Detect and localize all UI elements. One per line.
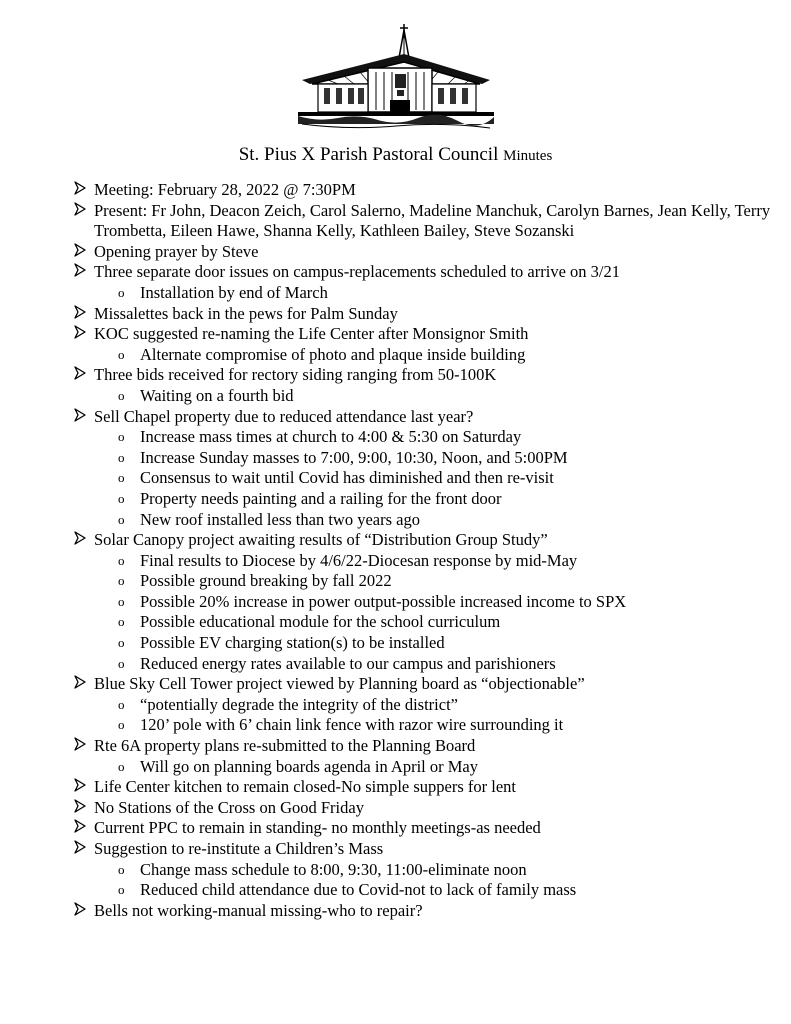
item-text: Sell Chapel property due to reduced attendance last year? — [94, 406, 474, 426]
hollow-circle-bullet-icon: o — [118, 511, 125, 527]
arrow-bullet-icon — [73, 180, 87, 201]
item-text: Will go on planning boards agenda in April or May — [140, 756, 478, 776]
item-text: Possible 20% increase in power output-possible increased income to SPX — [140, 591, 627, 611]
sub-list-item — [73, 386, 773, 407]
arrow-bullet-icon — [73, 839, 87, 860]
sub-list-item — [73, 695, 773, 716]
item-text: Blue Sky Cell Tower project viewed by Planning board as “objectionable” — [94, 674, 585, 694]
hollow-circle-bullet-icon: o — [118, 449, 125, 465]
list-item — [73, 798, 773, 819]
hollow-circle-bullet-icon: o — [118, 346, 125, 362]
hollow-circle-bullet-icon: o — [118, 614, 125, 630]
sub-list-item — [73, 860, 773, 881]
item-text: Reduced child attendance due to Covid-not to lack of family mass — [140, 880, 577, 900]
list-item — [73, 818, 773, 839]
item-text: Property needs painting and a railing for the front door — [140, 488, 502, 508]
hollow-circle-bullet-icon: o — [118, 758, 125, 774]
list-item — [73, 242, 773, 263]
item-text: Alternate compromise of photo and plaque inside building — [140, 344, 526, 364]
item-text: Consensus to wait until Covid has diminished and then re-visit — [140, 468, 554, 488]
title-main: St. Pius X Parish Pastoral Council — [238, 144, 499, 165]
item-text: Increase mass times at church to 4:00 & 5:30 on Saturday — [140, 427, 522, 447]
sub-list-item — [73, 489, 773, 510]
item-text: KOC suggested re-naming the Life Center after Monsignor Smith — [94, 324, 529, 344]
item-text: No Stations of the Cross on Good Friday — [94, 797, 364, 817]
hollow-circle-bullet-icon: o — [118, 861, 125, 877]
item-text: Solar Canopy project awaiting results of “Distribution Group Study” — [94, 530, 548, 550]
page-title — [0, 142, 791, 169]
list-item — [73, 530, 773, 551]
list-item — [73, 324, 773, 345]
item-text: Current PPC to remain in standing- no monthly meetings-as needed — [94, 818, 541, 838]
item-text: Waiting on a fourth bid — [140, 385, 294, 405]
arrow-bullet-icon — [73, 736, 87, 757]
sub-list-item — [73, 551, 773, 572]
list-item — [73, 304, 773, 325]
list-item — [73, 180, 773, 201]
item-text: Bells not working-manual missing-who to repair? — [94, 900, 423, 920]
hollow-circle-bullet-icon: o — [118, 284, 125, 300]
arrow-bullet-icon — [73, 201, 87, 222]
sub-list-item — [73, 468, 773, 489]
arrow-bullet-icon — [73, 324, 87, 345]
item-text: Possible ground breaking by fall 2022 — [140, 571, 392, 591]
hollow-circle-bullet-icon: o — [118, 573, 125, 589]
church-building-icon — [298, 24, 494, 132]
arrow-bullet-icon — [73, 262, 87, 283]
item-text: Change mass schedule to 8:00, 9:30, 11:00-eliminate noon — [140, 859, 527, 879]
sub-list-item — [73, 448, 773, 469]
hollow-circle-bullet-icon: o — [118, 429, 125, 445]
item-text: Rte 6A property plans re-submitted to the Planning Board — [94, 736, 476, 756]
sub-list-item — [73, 283, 773, 304]
sub-list-item — [73, 654, 773, 675]
sub-list-item — [73, 612, 773, 633]
arrow-bullet-icon — [73, 304, 87, 325]
sub-list-item — [73, 571, 773, 592]
sub-list-item — [73, 757, 773, 778]
minutes-list — [73, 180, 773, 921]
arrow-bullet-icon — [73, 818, 87, 839]
item-text: 120’ pole with 6’ chain link fence with razor wire surrounding it — [140, 715, 564, 735]
item-text: Possible EV charging station(s) to be installed — [140, 633, 445, 653]
item-text: Increase Sunday masses to 7:00, 9:00, 10:30, Noon, and 5:00PM — [140, 447, 568, 467]
sub-list-item — [73, 592, 773, 613]
hollow-circle-bullet-icon: o — [118, 635, 125, 651]
hollow-circle-bullet-icon: o — [118, 655, 125, 671]
arrow-bullet-icon — [73, 674, 87, 695]
arrow-bullet-icon — [73, 777, 87, 798]
hollow-circle-bullet-icon: o — [118, 696, 125, 712]
hollow-circle-bullet-icon: o — [118, 593, 125, 609]
item-text: Three separate door issues on campus-replacements scheduled to arrive on 3/21 — [94, 262, 620, 282]
arrow-bullet-icon — [73, 407, 87, 428]
item-text: Present: Fr John, Deacon Zeich, Carol Salerno, Madeline Manchuk, Carolyn Barnes, Jean Kelly, Terry Trombetta, Eileen Hawe, Shanna Kelly, Kathleen Bailey, Steve Sozanski — [94, 200, 771, 241]
hollow-circle-bullet-icon: o — [118, 387, 125, 403]
hollow-circle-bullet-icon: o — [118, 717, 125, 733]
item-text: Life Center kitchen to remain closed-No simple suppers for lent — [94, 777, 516, 797]
list-item — [73, 407, 773, 428]
item-text: Suggestion to re-institute a Children’s Mass — [94, 839, 384, 858]
hollow-circle-bullet-icon: o — [118, 552, 125, 568]
item-text: Opening prayer by Steve — [94, 241, 259, 261]
list-item — [73, 262, 773, 283]
item-text: Three bids received for rectory siding ranging from 50-100K — [94, 365, 497, 385]
arrow-bullet-icon — [73, 242, 87, 263]
sub-list-item — [73, 427, 773, 448]
list-item — [73, 736, 773, 757]
hollow-circle-bullet-icon: o — [118, 470, 125, 486]
item-text: New roof installed less than two years ago — [140, 509, 420, 529]
sub-list-item — [73, 510, 773, 531]
item-text: Possible educational module for the school curriculum — [140, 612, 501, 632]
list-item — [73, 901, 773, 922]
sub-list-item — [73, 345, 773, 366]
arrow-bullet-icon — [73, 365, 87, 386]
sub-list-item — [73, 633, 773, 654]
list-item — [73, 777, 773, 798]
item-text: Meeting: February 28, 2022 @ 7:30PM — [94, 180, 356, 199]
arrow-bullet-icon — [73, 798, 87, 819]
hollow-circle-bullet-icon: o — [118, 882, 125, 898]
item-text: Installation by end of March — [140, 282, 328, 302]
list-item — [73, 674, 773, 695]
arrow-bullet-icon — [73, 901, 87, 922]
list-item — [73, 365, 773, 386]
hollow-circle-bullet-icon: o — [118, 490, 125, 506]
list-item — [73, 201, 773, 242]
sub-list-item — [73, 715, 773, 736]
item-text: Missalettes back in the pews for Palm Sunday — [94, 303, 398, 323]
title-suffix: Minutes — [503, 148, 553, 164]
item-text: Reduced energy rates available to our campus and parishioners — [140, 653, 556, 673]
item-text: Final results to Diocese by 4/6/22-Diocesan response by mid-May — [140, 550, 578, 570]
sub-list-item — [73, 880, 773, 901]
arrow-bullet-icon — [73, 530, 87, 551]
list-item — [73, 839, 773, 860]
item-text: “potentially degrade the integrity of the district” — [140, 694, 458, 714]
